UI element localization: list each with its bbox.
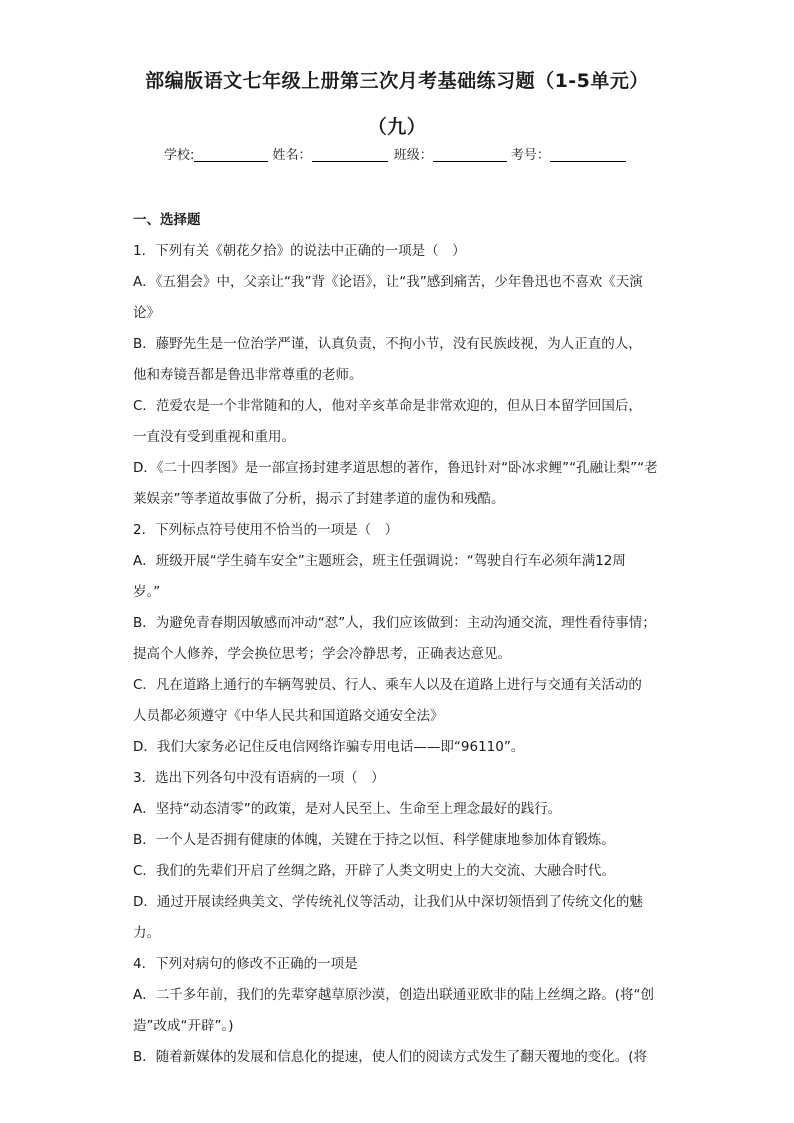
text-line: 造”改成“开辟”。): [133, 1018, 234, 1034]
number-blank[interactable]: [550, 147, 626, 162]
school-blank[interactable]: [194, 147, 268, 162]
text-line: 人员都必须遵守《中华人民共和国道路交通安全法》: [133, 708, 444, 724]
name-label: 姓名：: [272, 148, 312, 163]
text-line: B．藤野先生是一位治学严谨，认真负责，不拘小节，没有民族歧视，为人正直的人，: [133, 336, 642, 352]
text-line: 2．下列标点符号使用不恰当的一项是（ ）: [133, 522, 399, 538]
text-line: 4．下列对病句的修改不正确的一项是: [133, 956, 358, 972]
text-line: 提高个人修养，学会换位思考；学会冷静思考，正确表达意见。: [133, 646, 511, 662]
text-line: C．我们的先辈们开启了丝绸之路，开辟了人类文明史上的大交流、大融合时代。: [133, 863, 615, 879]
text-line: 岁。”: [133, 584, 161, 600]
text-line: C．范爱农是一个非常随和的人，他对辛亥革命是非常欢迎的，但从日本留学回国后，: [133, 398, 642, 414]
text-line: A．坚持“动态清零”的政策，是对人民至上、生命至上理念最好的践行。: [133, 801, 562, 817]
text-line: C．凡在道路上通行的车辆驾驶员、行人、乘车人以及在道路上进行与交通有关活动的: [133, 677, 642, 693]
text-line: A．《五猖会》中，父亲让“我”背《论语》，让“我”感到痛苦，少年鲁迅也不喜欢《天演: [133, 274, 643, 290]
text-line: B．一个人是否拥有健康的体魄，关键在于持之以恒、科学健康地参加体育锻炼。: [133, 832, 615, 848]
text-line: 3．选出下列各句中没有语病的一项（ ）: [133, 770, 385, 786]
text-line: A．二千多年前，我们的先辈穿越草原沙漠，创造出联通亚欧非的陆上丝绸之路。(将“创: [133, 987, 654, 1003]
text-line: 1．下列有关《朝花夕拾》的说法中正确的一项是（ ）: [133, 243, 466, 259]
class-blank[interactable]: [433, 147, 507, 162]
question-content: [133, 205, 663, 1073]
student-info-row: [164, 144, 626, 163]
text-line: A．班级开展“学生骑车安全”主题班会，班主任强调说：“驾驶自行车必须年满12周: [133, 553, 626, 569]
text-line: 力。: [133, 925, 160, 941]
name-blank[interactable]: [312, 147, 388, 162]
text-line: B．随着新媒体的发展和信息化的提速，使人们的阅读方式发生了翻天覆地的变化。(将: [133, 1049, 648, 1065]
section-heading: 一、选择题: [133, 212, 201, 228]
text-line: D．通过开展读经典美文、学传统礼仪等活动，让我们从中深切领悟到了传统文化的魅: [133, 894, 643, 910]
class-label: 班级：: [393, 148, 433, 163]
number-label: 考号：: [510, 148, 550, 163]
text-line: D．《二十四孝图》是一部宣扬封建孝道思想的著作，鲁迅针对“卧冰求鲤”“孔融让梨”“老: [133, 460, 658, 476]
text-line: 一直没有受到重视和重用。: [133, 429, 295, 445]
text-line: D．我们大家务必记住反电信网络诈骗专用电话——即“96110”。: [133, 739, 525, 755]
school-label: 学校:: [164, 148, 195, 163]
text-line: 他和寿镜吾都是鲁迅非常尊重的老师。: [133, 367, 363, 383]
title-line-1: 部编版语文七年级上册第三次月考基础练习题（1-5单元）: [145, 70, 649, 92]
text-line: 莱娱亲”等孝道故事做了分析，揭示了封建孝道的虚伪和残酷。: [133, 491, 505, 507]
text-line: 论》: [133, 305, 160, 321]
text-line: B．为避免青春期因敏感而冲动“怼”人，我们应该做到：主动沟通交流，理性看待事情；: [133, 615, 656, 631]
title-line-2: （九）: [367, 116, 427, 138]
